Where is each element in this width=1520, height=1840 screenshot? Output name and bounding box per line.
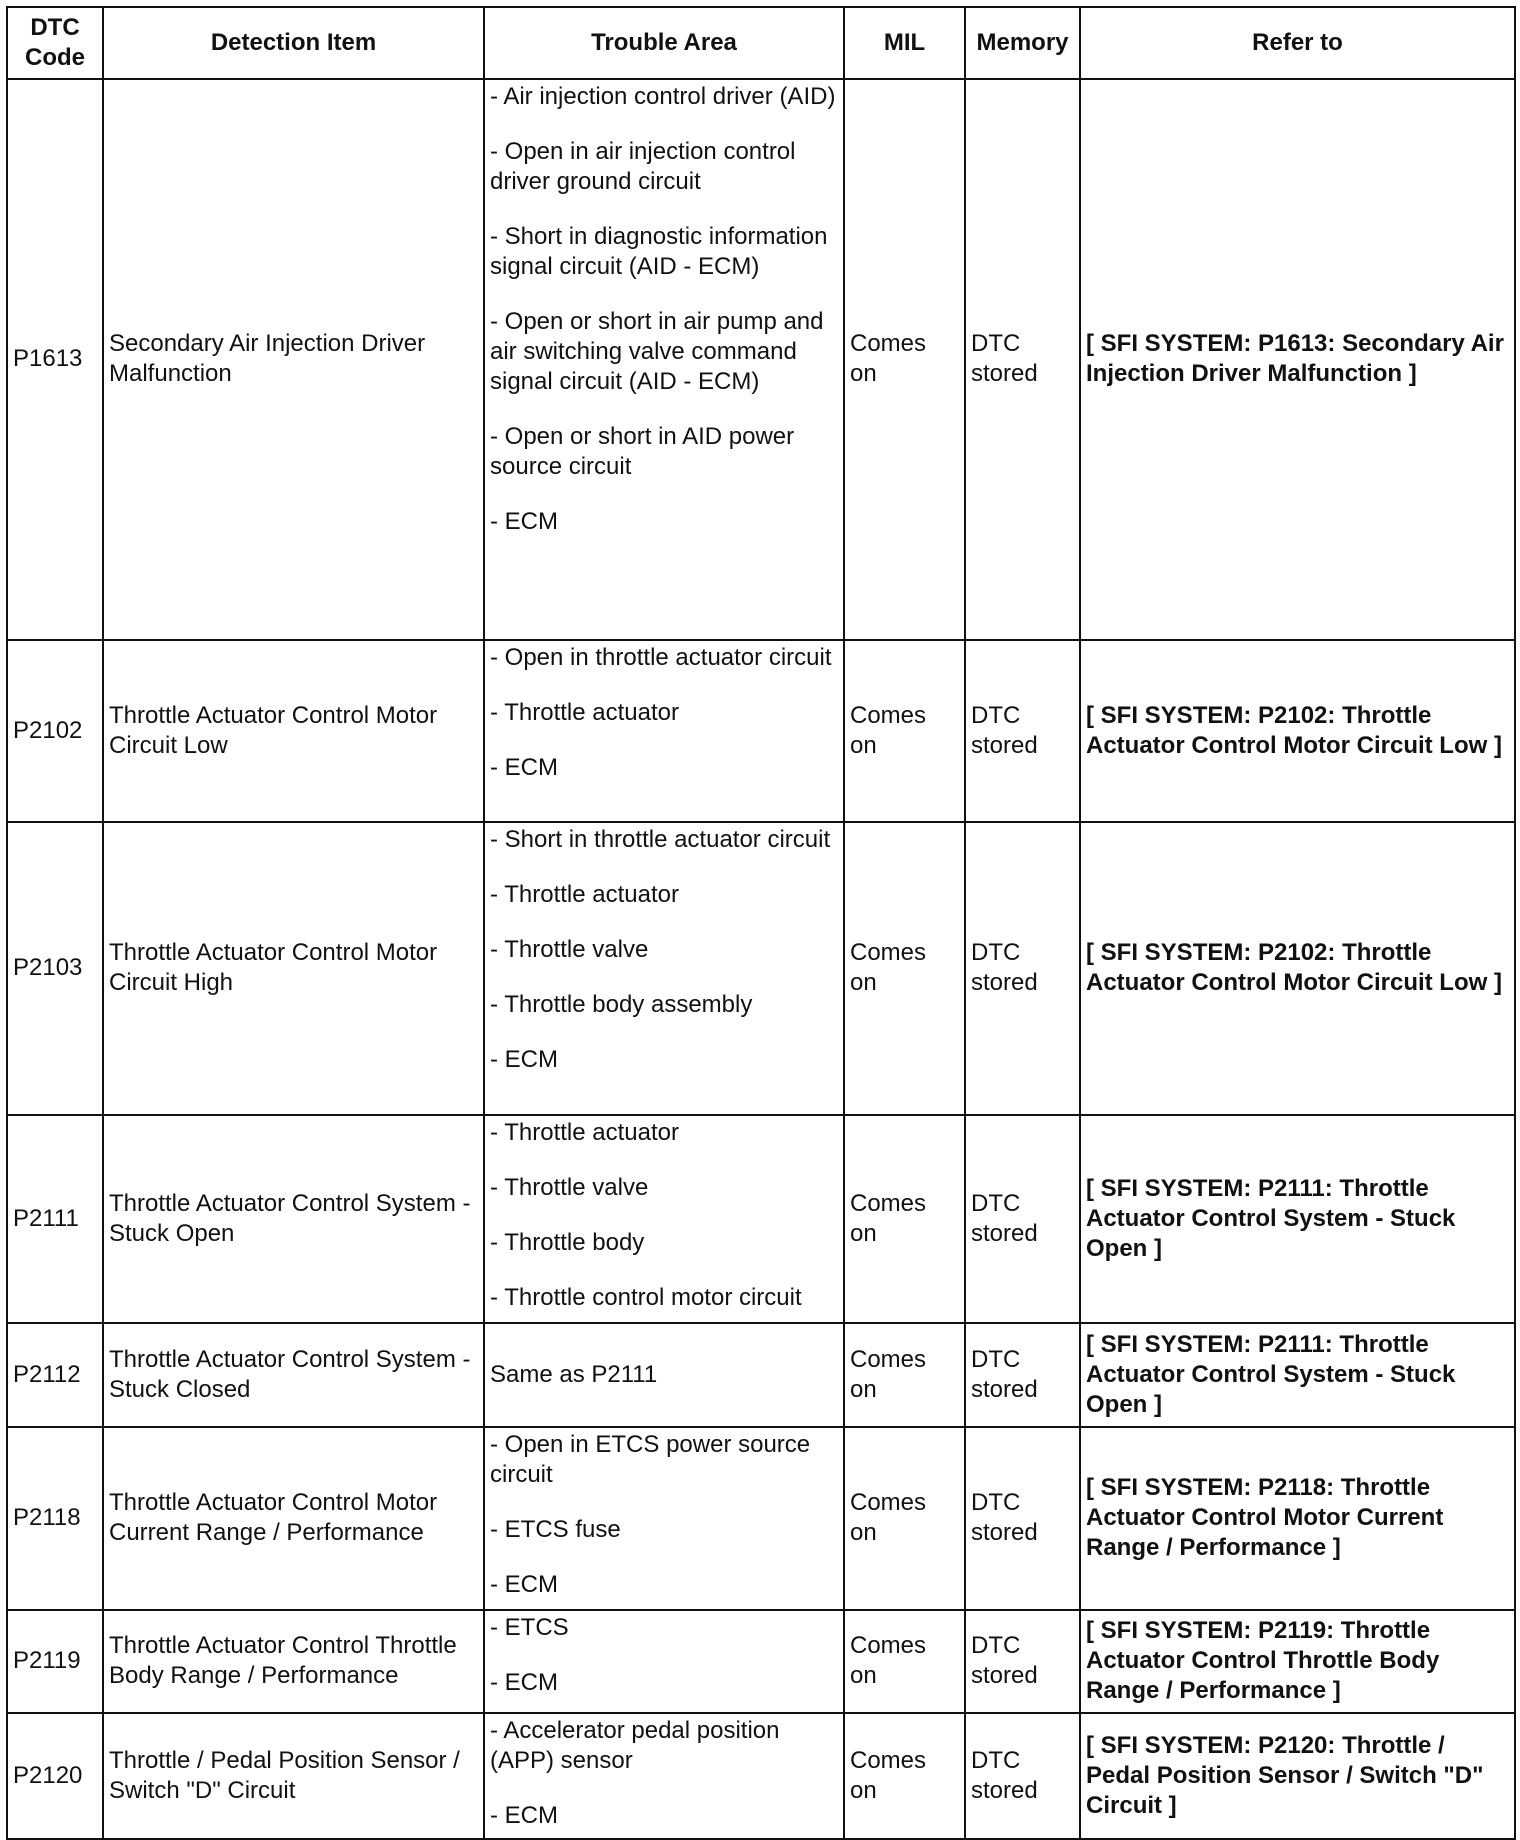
memory-cell: DTC stored bbox=[965, 1323, 1080, 1426]
mil-cell: Comes on bbox=[844, 640, 965, 822]
trouble-area-cell bbox=[484, 1610, 844, 1713]
refer-to-cell bbox=[1080, 640, 1515, 822]
dtc-code-cell: P2119 bbox=[7, 1610, 103, 1713]
trouble-area-item: - ECM bbox=[490, 1045, 558, 1073]
trouble-area-cell bbox=[484, 1713, 844, 1839]
header-refer-to: Refer to bbox=[1080, 7, 1515, 79]
memory-cell: DTC stored bbox=[965, 640, 1080, 822]
refer-to-text: [ SFI SYSTEM: P2111: Throttle Actuator Control System - Stuck Open ] bbox=[1086, 1330, 1456, 1418]
trouble-area-item: - Throttle body assembly bbox=[490, 990, 753, 1018]
header-trouble-area: Trouble Area bbox=[484, 7, 844, 79]
header-dtc-code: DTC Code bbox=[7, 7, 103, 79]
detection-item-cell: Throttle Actuator Control Motor Circuit Low bbox=[103, 640, 484, 822]
detection-item-cell: Throttle Actuator Control Motor Current Range / Performance bbox=[103, 1427, 484, 1610]
dtc-table bbox=[6, 6, 1516, 1840]
refer-to-text: [ SFI SYSTEM: P2120: Throttle / Pedal Position Sensor / Switch "D" Circuit ] bbox=[1086, 1731, 1484, 1819]
memory-cell: DTC stored bbox=[965, 79, 1080, 640]
detection-item-cell: Throttle Actuator Control Throttle Body Range / Performance bbox=[103, 1610, 484, 1713]
trouble-area-cell bbox=[484, 1115, 844, 1323]
table-row bbox=[7, 1115, 1515, 1323]
dtc-code-cell: P2120 bbox=[7, 1713, 103, 1839]
detection-item-cell: Secondary Air Injection Driver Malfunction bbox=[103, 79, 484, 640]
trouble-area-item: - Open or short in air pump and air switching valve command signal circuit (AID - ECM) bbox=[490, 308, 824, 395]
memory-cell: DTC stored bbox=[965, 1427, 1080, 1610]
trouble-area-item: Same as P2111 bbox=[490, 1360, 658, 1388]
trouble-area-item: - Open in ETCS power source circuit bbox=[490, 1430, 811, 1488]
trouble-area-item: - Throttle body bbox=[490, 1229, 645, 1257]
trouble-area-item: - ETCS fuse bbox=[490, 1515, 621, 1543]
mil-cell: Comes on bbox=[844, 79, 965, 640]
trouble-area-cell bbox=[484, 822, 844, 1115]
table-row bbox=[7, 640, 1515, 822]
trouble-area-item: - Throttle actuator bbox=[490, 698, 679, 726]
trouble-area-item: - Throttle valve bbox=[490, 1174, 649, 1202]
refer-to-cell bbox=[1080, 79, 1515, 640]
table-row bbox=[7, 79, 1515, 640]
trouble-area-item: - Air injection control driver (AID) bbox=[490, 83, 836, 110]
header-detection-item: Detection Item bbox=[103, 7, 484, 79]
mil-cell: Comes on bbox=[844, 1323, 965, 1426]
refer-to-text: [ SFI SYSTEM: P2111: Throttle Actuator Control System - Stuck Open ] bbox=[1086, 1175, 1456, 1263]
memory-cell: DTC stored bbox=[965, 1610, 1080, 1713]
refer-to-cell bbox=[1080, 1323, 1515, 1426]
trouble-area-cell bbox=[484, 1323, 844, 1426]
table-row bbox=[7, 1610, 1515, 1713]
trouble-area-item: - Throttle actuator bbox=[490, 1119, 679, 1147]
trouble-area-item: - ECM bbox=[490, 753, 558, 781]
trouble-area-item: - ECM bbox=[490, 1801, 558, 1829]
table-row bbox=[7, 822, 1515, 1115]
refer-to-cell bbox=[1080, 1115, 1515, 1323]
refer-to-cell bbox=[1080, 1610, 1515, 1713]
header-row bbox=[7, 7, 1515, 79]
trouble-area-item: - Throttle actuator bbox=[490, 880, 679, 908]
refer-to-text: [ SFI SYSTEM: P2119: Throttle Actuator Control Throttle Body Range / Performance ] bbox=[1086, 1617, 1440, 1705]
dtc-code-cell: P2103 bbox=[7, 822, 103, 1115]
refer-to-cell bbox=[1080, 822, 1515, 1115]
trouble-area-cell bbox=[484, 1427, 844, 1610]
table-row bbox=[7, 1427, 1515, 1610]
table-row bbox=[7, 1713, 1515, 1839]
trouble-area-item: - Open in air injection control driver ground circuit bbox=[490, 138, 796, 195]
header-mil: MIL bbox=[844, 7, 965, 79]
trouble-area-item: - ECM bbox=[490, 1570, 558, 1598]
trouble-area-item: - ECM bbox=[490, 508, 558, 535]
refer-to-cell bbox=[1080, 1427, 1515, 1610]
dtc-code-cell: P2118 bbox=[7, 1427, 103, 1610]
mil-cell: Comes on bbox=[844, 1713, 965, 1839]
memory-cell: DTC stored bbox=[965, 1713, 1080, 1839]
dtc-code-cell: P2102 bbox=[7, 640, 103, 822]
detection-item-cell: Throttle / Pedal Position Sensor / Switch "D" Circuit bbox=[103, 1713, 484, 1839]
header-memory: Memory bbox=[965, 7, 1080, 79]
detection-item-cell: Throttle Actuator Control System - Stuck Open bbox=[103, 1115, 484, 1323]
dtc-code-cell: P2112 bbox=[7, 1323, 103, 1426]
refer-to-text: [ SFI SYSTEM: P2102: Throttle Actuator Control Motor Circuit Low ] bbox=[1086, 701, 1502, 759]
memory-cell: DTC stored bbox=[965, 1115, 1080, 1323]
trouble-area-item: - Short in throttle actuator circuit bbox=[490, 825, 831, 853]
trouble-area-item: - Throttle valve bbox=[490, 935, 649, 963]
dtc-code-cell: P2111 bbox=[7, 1115, 103, 1323]
mil-cell: Comes on bbox=[844, 1610, 965, 1713]
mil-cell: Comes on bbox=[844, 1427, 965, 1610]
dtc-code-cell: P1613 bbox=[7, 79, 103, 640]
detection-item-cell: Throttle Actuator Control Motor Circuit High bbox=[103, 822, 484, 1115]
refer-to-text: [ SFI SYSTEM: P1613: Secondary Air Injection Driver Malfunction ] bbox=[1086, 330, 1504, 388]
trouble-area-cell bbox=[484, 79, 844, 640]
mil-cell: Comes on bbox=[844, 822, 965, 1115]
refer-to-text: [ SFI SYSTEM: P2102: Throttle Actuator Control Motor Circuit Low ] bbox=[1086, 939, 1502, 997]
detection-item-cell: Throttle Actuator Control System - Stuck Closed bbox=[103, 1323, 484, 1426]
trouble-area-item: - Accelerator pedal position (APP) sensor bbox=[490, 1716, 780, 1774]
trouble-area-item: - Open in throttle actuator circuit bbox=[490, 643, 832, 671]
trouble-area-item: - Short in diagnostic information signal circuit (AID - ECM) bbox=[490, 223, 828, 280]
trouble-area-item: - ETCS bbox=[490, 1613, 569, 1641]
trouble-area-item: - Throttle control motor circuit bbox=[490, 1284, 802, 1312]
memory-cell: DTC stored bbox=[965, 822, 1080, 1115]
mil-cell: Comes on bbox=[844, 1115, 965, 1323]
trouble-area-item: - ECM bbox=[490, 1668, 558, 1696]
refer-to-cell bbox=[1080, 1713, 1515, 1839]
table-row bbox=[7, 1323, 1515, 1426]
refer-to-text: [ SFI SYSTEM: P2118: Throttle Actuator Control Motor Current Range / Performance ] bbox=[1086, 1474, 1444, 1562]
trouble-area-item: - Open or short in AID power source circuit bbox=[490, 423, 795, 480]
trouble-area-cell bbox=[484, 640, 844, 822]
